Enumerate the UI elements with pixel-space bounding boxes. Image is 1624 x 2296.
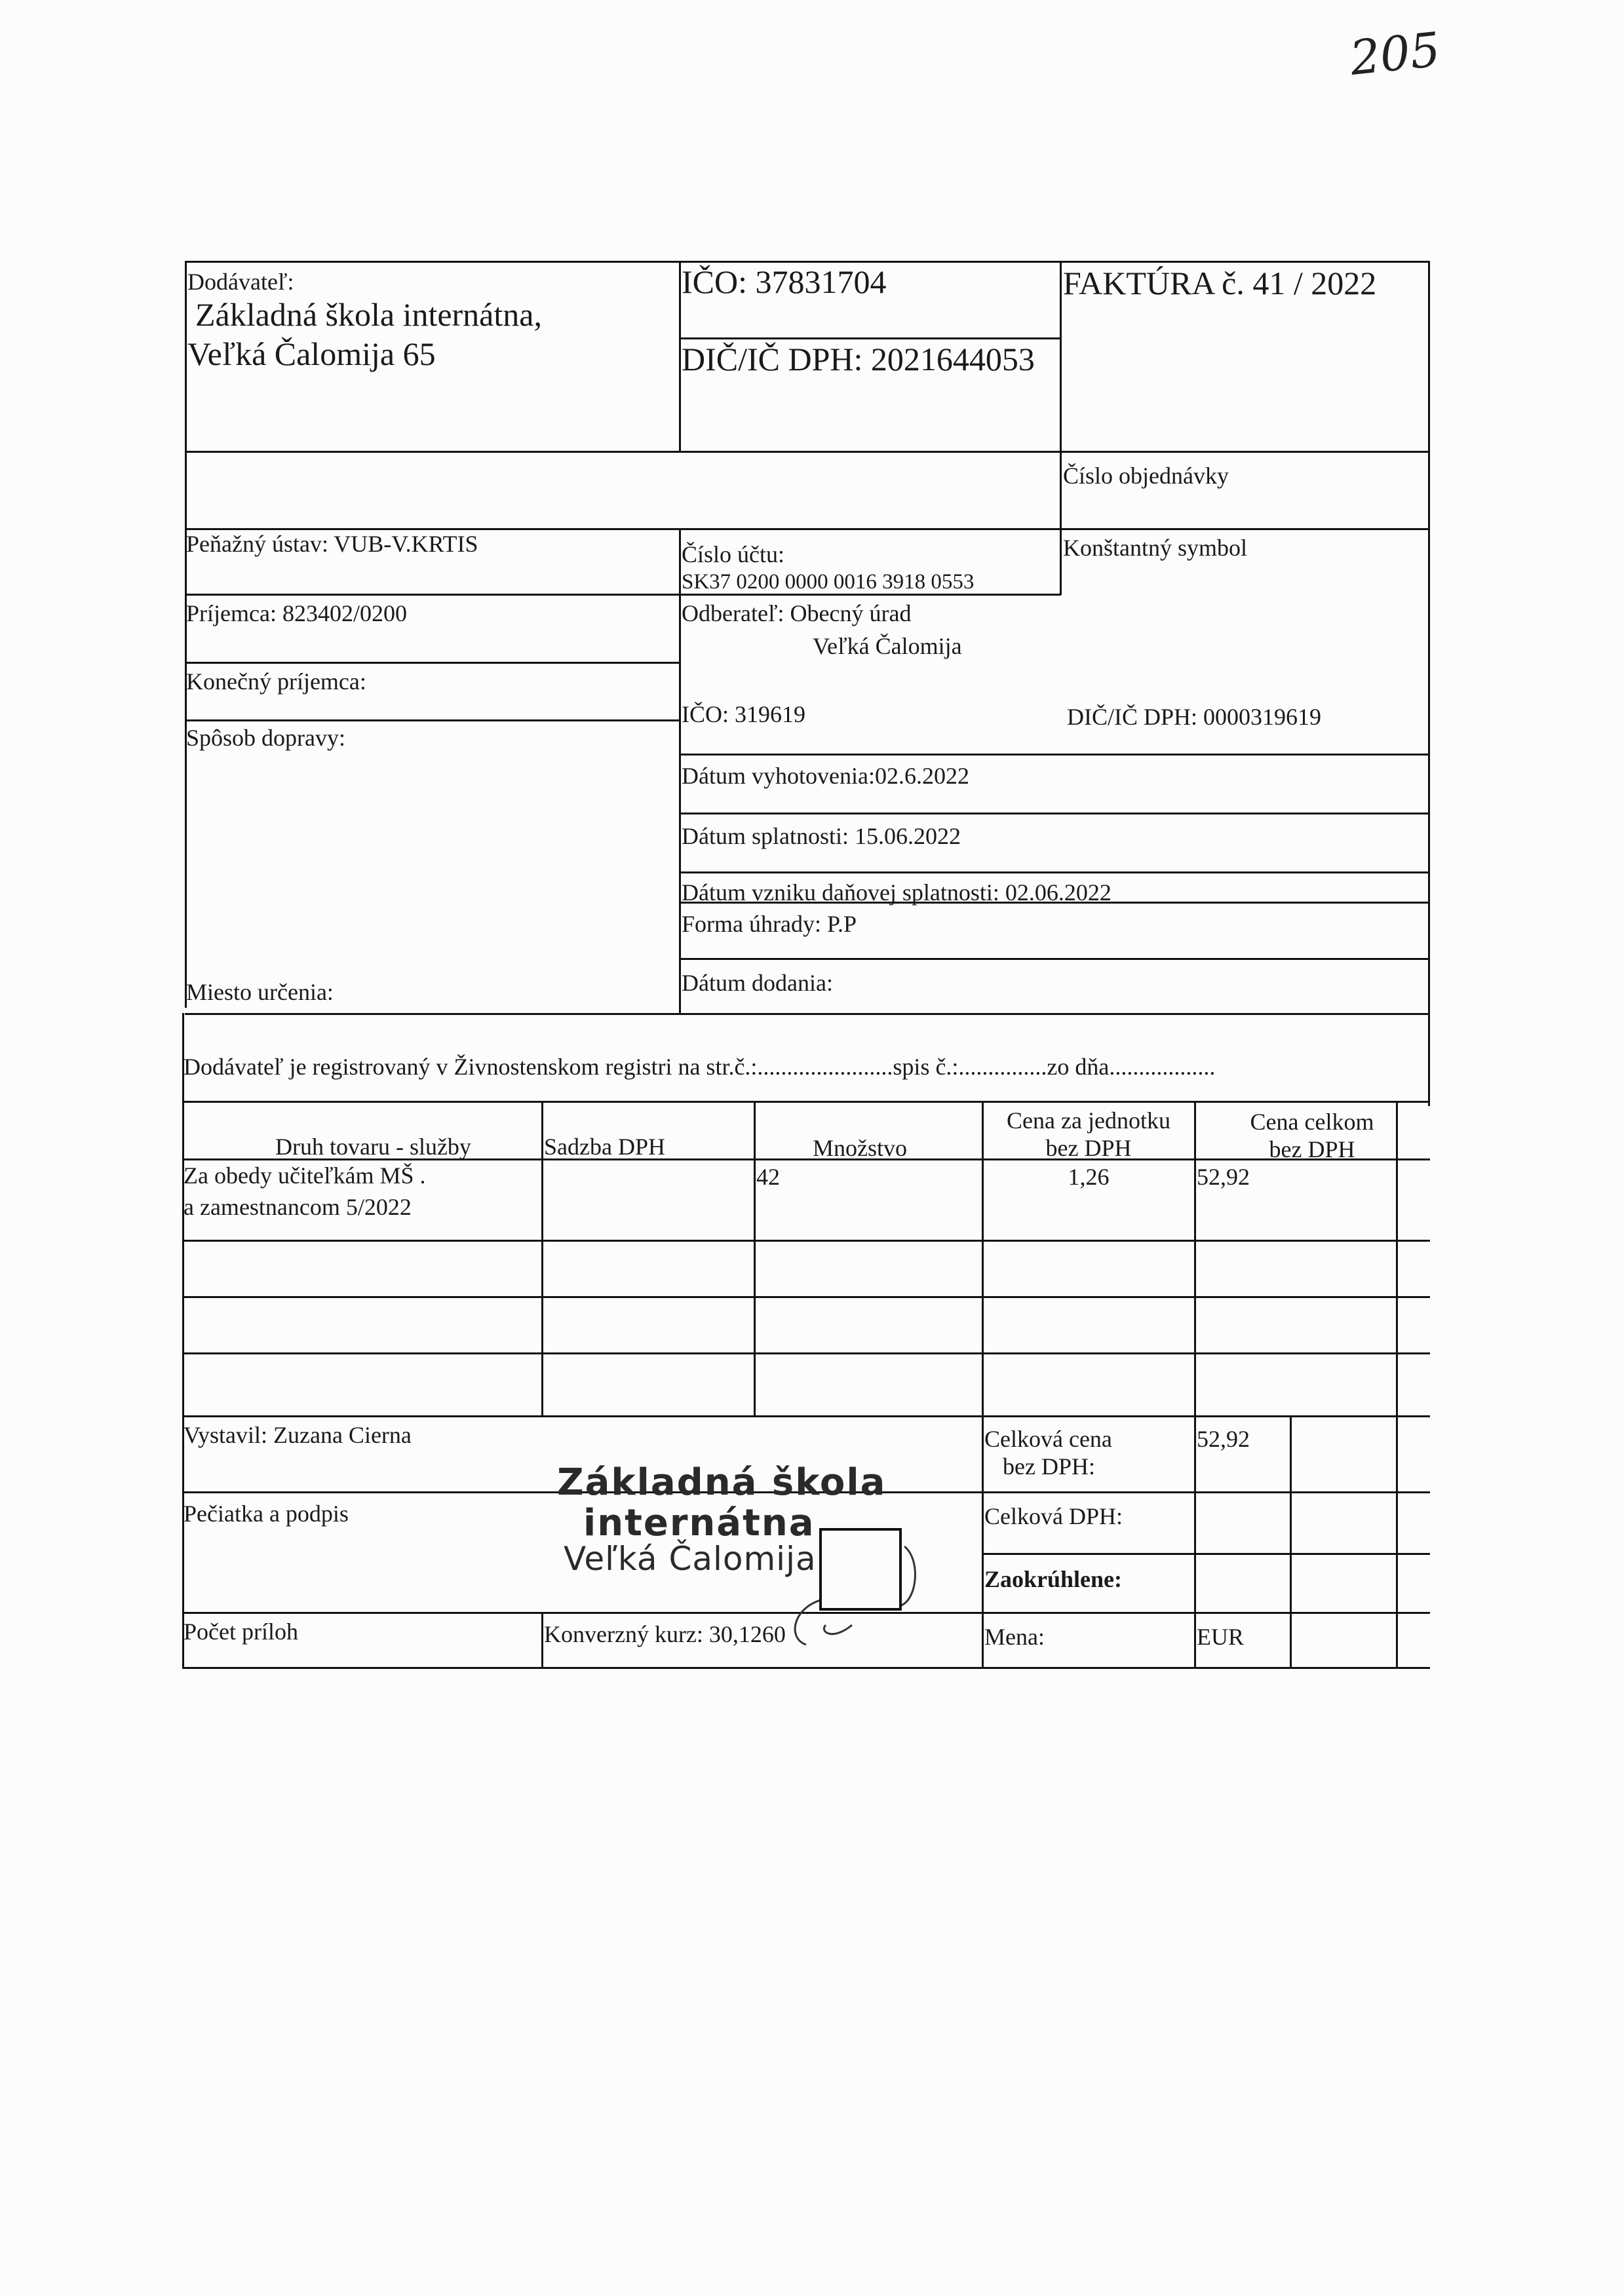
rule [679, 754, 1430, 756]
customer-label: Odberateľ: Obecný úrad [682, 600, 912, 626]
rule [182, 1415, 1430, 1417]
rule [182, 1240, 1430, 1242]
bank-label: Peňažný ústav: VUB-V.KRTIS [186, 531, 478, 557]
rule [1428, 261, 1430, 1106]
order-number-label: Číslo objednávky [1063, 463, 1229, 489]
rule [541, 1612, 543, 1668]
rule [982, 1553, 1430, 1555]
rule [185, 261, 187, 1008]
payment-form: Forma úhrady: P.P [682, 911, 857, 937]
rule [185, 594, 680, 596]
issued-by: Vystavil: Zuzana Cierna [184, 1422, 412, 1448]
supplier-label: Dodávateľ: [187, 269, 294, 295]
row-item-line2: a zamestnancom 5/2022 [184, 1194, 412, 1220]
invoice-title: FAKTÚRA č. 41 / 2022 [1063, 265, 1377, 301]
rule [679, 337, 1061, 339]
row-unit-price: 1,26 [1068, 1164, 1110, 1190]
supplier-dic: DIČ/IČ DPH: 2021644053 [682, 341, 1035, 377]
stamp-line2: internátna [583, 1502, 815, 1544]
rule [185, 451, 1430, 453]
rule [182, 1296, 1430, 1298]
date-delivery: Dátum dodania: [682, 970, 833, 996]
stamp-line3: Veľká Čalomija [564, 1540, 817, 1578]
row-total: 52,92 [1197, 1164, 1250, 1190]
total-vat-label: Celková DPH: [984, 1503, 1123, 1529]
header-item: Druh tovaru - služby [275, 1134, 471, 1160]
exchange-rate: Konverzný kurz: 30,1260 [544, 1621, 786, 1647]
header-quantity: Množstvo [813, 1135, 907, 1161]
account-label: Číslo účtu: [682, 541, 785, 567]
row-quantity: 42 [756, 1164, 780, 1190]
row-item-line1: Za obedy učiteľkám MŠ . [184, 1162, 426, 1189]
date-due: Dátum splatnosti: 15.06.2022 [682, 823, 961, 849]
rule [182, 1101, 1430, 1103]
total-label-2: bez DPH: [1003, 1453, 1095, 1480]
transport-method: Spôsob dopravy: [186, 725, 345, 751]
rounded-label: Zaokrúhlene: [984, 1566, 1123, 1592]
header-unit-price-2: bez DPH [1045, 1135, 1132, 1161]
rule [541, 1101, 543, 1415]
destination: Miesto určenia: [186, 979, 334, 1005]
rule [182, 1352, 1430, 1354]
registry-note: Dodávateľ je registrovaný v Živnostenskom registri na str.č.:.......................spis č.:...............zo dňa.................. [184, 1054, 1216, 1080]
rule [185, 662, 680, 664]
header-vat-rate: Sadzba DPH [544, 1134, 665, 1160]
date-tax-point: Dátum vzniku daňovej splatnosti: 02.06.2022 [682, 879, 1112, 906]
rule [185, 1013, 1430, 1015]
customer-ico: IČO: 319619 [682, 701, 805, 727]
total-value: 52,92 [1197, 1426, 1250, 1452]
header-total-1: Cena celkom [1250, 1109, 1374, 1135]
rule [679, 261, 681, 452]
rule [679, 958, 1430, 960]
final-recipient: Konečný príjemca: [186, 668, 366, 695]
rule [1060, 261, 1062, 595]
stamp-square [819, 1528, 902, 1611]
account-value: SK37 0200 0000 0016 3918 0553 [682, 570, 975, 594]
attachments-label: Počet príloh [184, 1618, 298, 1645]
rule [185, 261, 1430, 263]
rule [679, 528, 681, 1013]
rule [182, 1667, 1430, 1669]
stamp-line1: Základná škola [557, 1461, 887, 1504]
rule [182, 1013, 184, 1668]
rule [679, 871, 1430, 873]
rule [679, 813, 1430, 814]
customer-address: Veľká Čalomija [813, 633, 962, 659]
total-label-1: Celková cena [984, 1426, 1112, 1452]
supplier-ico: IČO: 37831704 [682, 263, 887, 300]
rule [982, 1491, 1430, 1493]
header-unit-price-1: Cena za jednotku [1007, 1107, 1170, 1134]
supplier-address: Veľká Čalomija 65 [187, 335, 436, 372]
header-total-2: bez DPH [1269, 1136, 1355, 1162]
date-issued: Dátum vyhotovenia:02.6.2022 [682, 763, 969, 789]
currency-value: EUR [1197, 1624, 1244, 1650]
constant-symbol-label: Konštantný symbol [1063, 535, 1248, 561]
page-number: 205 [1347, 22, 1443, 86]
rule [185, 719, 680, 721]
rule [1194, 1101, 1196, 1668]
rule [185, 528, 1430, 530]
currency-label: Mena: [984, 1624, 1045, 1650]
customer-dic: DIČ/IČ DPH: 0000319619 [1067, 704, 1322, 730]
stamp-signature-label: Pečiatka a podpis [184, 1501, 349, 1527]
rule [1396, 1101, 1398, 1668]
supplier-name: Základná škola internátna, [195, 296, 542, 333]
rule [754, 1101, 756, 1415]
rule [1290, 1415, 1292, 1668]
recipient: Príjemca: 823402/0200 [186, 600, 407, 626]
